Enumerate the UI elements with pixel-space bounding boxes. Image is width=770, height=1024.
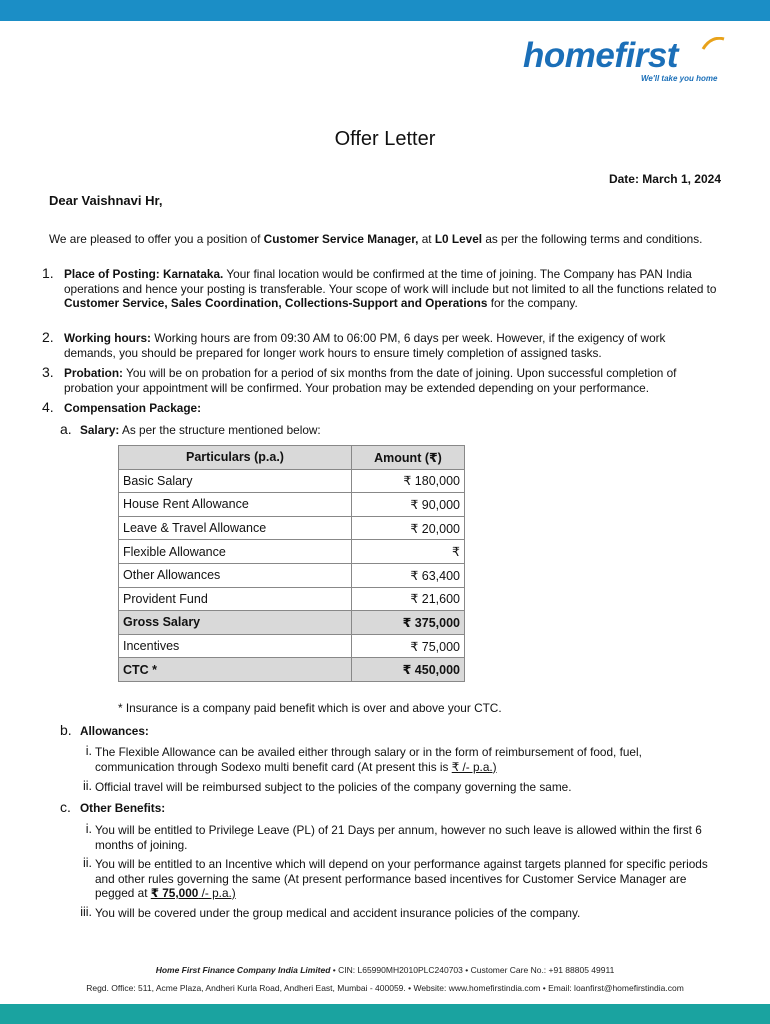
item-number: 2. xyxy=(42,329,54,345)
benefit-insurance: You will be covered under the group medical and accident insurance policies of the company. xyxy=(95,906,581,920)
benefits-heading: Other Benefits: xyxy=(80,801,166,815)
benefit-incentive: You will be entitled to an Incentive which will depend on your performance against targets planned for specific periods and other rules governing the same (At present performance based incentives for Customer Service Manager are pegged at ₹ 75,000 /- p.a.) xyxy=(95,857,708,900)
roman-number: ii. xyxy=(82,856,92,870)
item-number: 4. xyxy=(42,399,54,415)
sub-letter: b. xyxy=(60,722,72,738)
row-particular: Flexible Allowance xyxy=(119,540,352,564)
homefirst-logo xyxy=(523,36,738,90)
row-particular: Basic Salary xyxy=(119,469,352,493)
table-row xyxy=(119,634,465,658)
benefit-privilege-leave: You will be entitled to Privilege Leave (PL) of 21 Days per annum, however no such leave is allowed within the first 6 months of joining. xyxy=(95,823,702,852)
roman-number: iii. xyxy=(80,905,92,919)
term-compensation: Compensation Package: xyxy=(64,401,202,415)
page-title: Offer Letter xyxy=(334,128,436,150)
term-place-of-posting: Place of Posting: Karnataka. Your final location would be confirmed at the time of joining. The Company has PAN India operations and hence your posting is transferable. Your scope of work will include but not limited to all the functions related to Customer Service, Sales Coordination, Collections-Support and Operations for the company. xyxy=(64,267,717,310)
footer-address-line: Regd. Office: 511, Acme Plaza, Andheri Kurla Road, Andheri East, Mumbai - 400059. • Website: www.homefirstindia.com • Email: loanfirst@homefirstindia.com xyxy=(86,983,684,993)
roman-number: i. xyxy=(85,744,92,758)
table-row xyxy=(119,587,465,611)
row-amount: ₹ 63,400 xyxy=(352,563,465,587)
bottom-color-bar xyxy=(0,1004,770,1024)
table-row-gross xyxy=(119,611,465,635)
salary-intro: Salary: As per the structure mentioned below: xyxy=(80,423,321,437)
roman-number: ii. xyxy=(82,779,92,793)
item-number: 1. xyxy=(42,265,54,281)
table-row xyxy=(119,540,465,564)
row-particular: CTC * xyxy=(119,658,352,682)
footer-company-line: Home First Finance Company India Limited • CIN: L65990MH2010PLC240703 • Customer Care No.: +91 88805 49911 xyxy=(155,965,615,975)
allowance-flexible: The Flexible Allowance can be availed either through salary or in the form of reimbursement of food, fuel, communication through Sodexo multi benefit card (At present this is ₹ /- p.a.) xyxy=(95,745,642,774)
row-particular: Other Allowances xyxy=(119,563,352,587)
term-working-hours: Working hours: Working hours are from 09:30 AM to 06:00 PM, 6 days per week. However, if the exigency of work demands, you should be prepared for longer work hours to ensure timely completion of assigned tasks. xyxy=(64,331,666,360)
row-amount: ₹ xyxy=(352,540,465,564)
logo-wordmark: homefirst xyxy=(523,36,678,75)
row-amount: ₹ 450,000 xyxy=(352,658,465,682)
intro-paragraph: We are pleased to offer you a position of Customer Service Manager, at L0 Level as per the following terms and conditions. xyxy=(49,232,703,246)
insurance-note: * Insurance is a company paid benefit which is over and above your CTC. xyxy=(118,701,502,715)
row-amount: ₹ 180,000 xyxy=(352,469,465,493)
sub-letter: c. xyxy=(60,799,71,815)
sub-letter: a. xyxy=(60,421,72,437)
table-header-row xyxy=(119,446,465,470)
table-row xyxy=(119,469,465,493)
row-particular: Leave & Travel Allowance xyxy=(119,516,352,540)
row-amount: ₹ 21,600 xyxy=(352,587,465,611)
row-amount: ₹ 75,000 xyxy=(352,634,465,658)
table-row xyxy=(119,563,465,587)
logo-swoosh-icon xyxy=(701,37,725,51)
row-particular: Provident Fund xyxy=(119,587,352,611)
allowances-heading: Allowances: xyxy=(80,724,149,738)
table-row-ctc xyxy=(119,658,465,682)
row-particular: Gross Salary xyxy=(119,611,352,635)
table-row xyxy=(119,493,465,517)
term-probation: Probation: You will be on probation for a period of six months from the date of joining. Upon successful completion of probation your appointment will be confirmed. Your probation may be extended depending on your performance. xyxy=(64,366,677,395)
row-particular: House Rent Allowance xyxy=(119,493,352,517)
column-header-particulars: Particulars (p.a.) xyxy=(119,446,352,470)
salary-table xyxy=(118,445,465,682)
row-amount: ₹ 20,000 xyxy=(352,516,465,540)
column-header-amount: Amount (₹) xyxy=(352,446,465,470)
roman-number: i. xyxy=(85,822,92,836)
letter-date: Date: March 1, 2024 xyxy=(608,172,721,186)
greeting: Dear Vaishnavi Hr, xyxy=(49,193,163,208)
row-particular: Incentives xyxy=(119,634,352,658)
item-number: 3. xyxy=(42,364,54,380)
allowance-travel: Official travel will be reimbursed subject to the policies of the company governing the same. xyxy=(95,780,572,794)
top-color-bar xyxy=(0,0,770,21)
logo-tagline: We'll take you home xyxy=(641,74,718,83)
row-amount: ₹ 375,000 xyxy=(352,611,465,635)
row-amount: ₹ 90,000 xyxy=(352,493,465,517)
table-row xyxy=(119,516,465,540)
